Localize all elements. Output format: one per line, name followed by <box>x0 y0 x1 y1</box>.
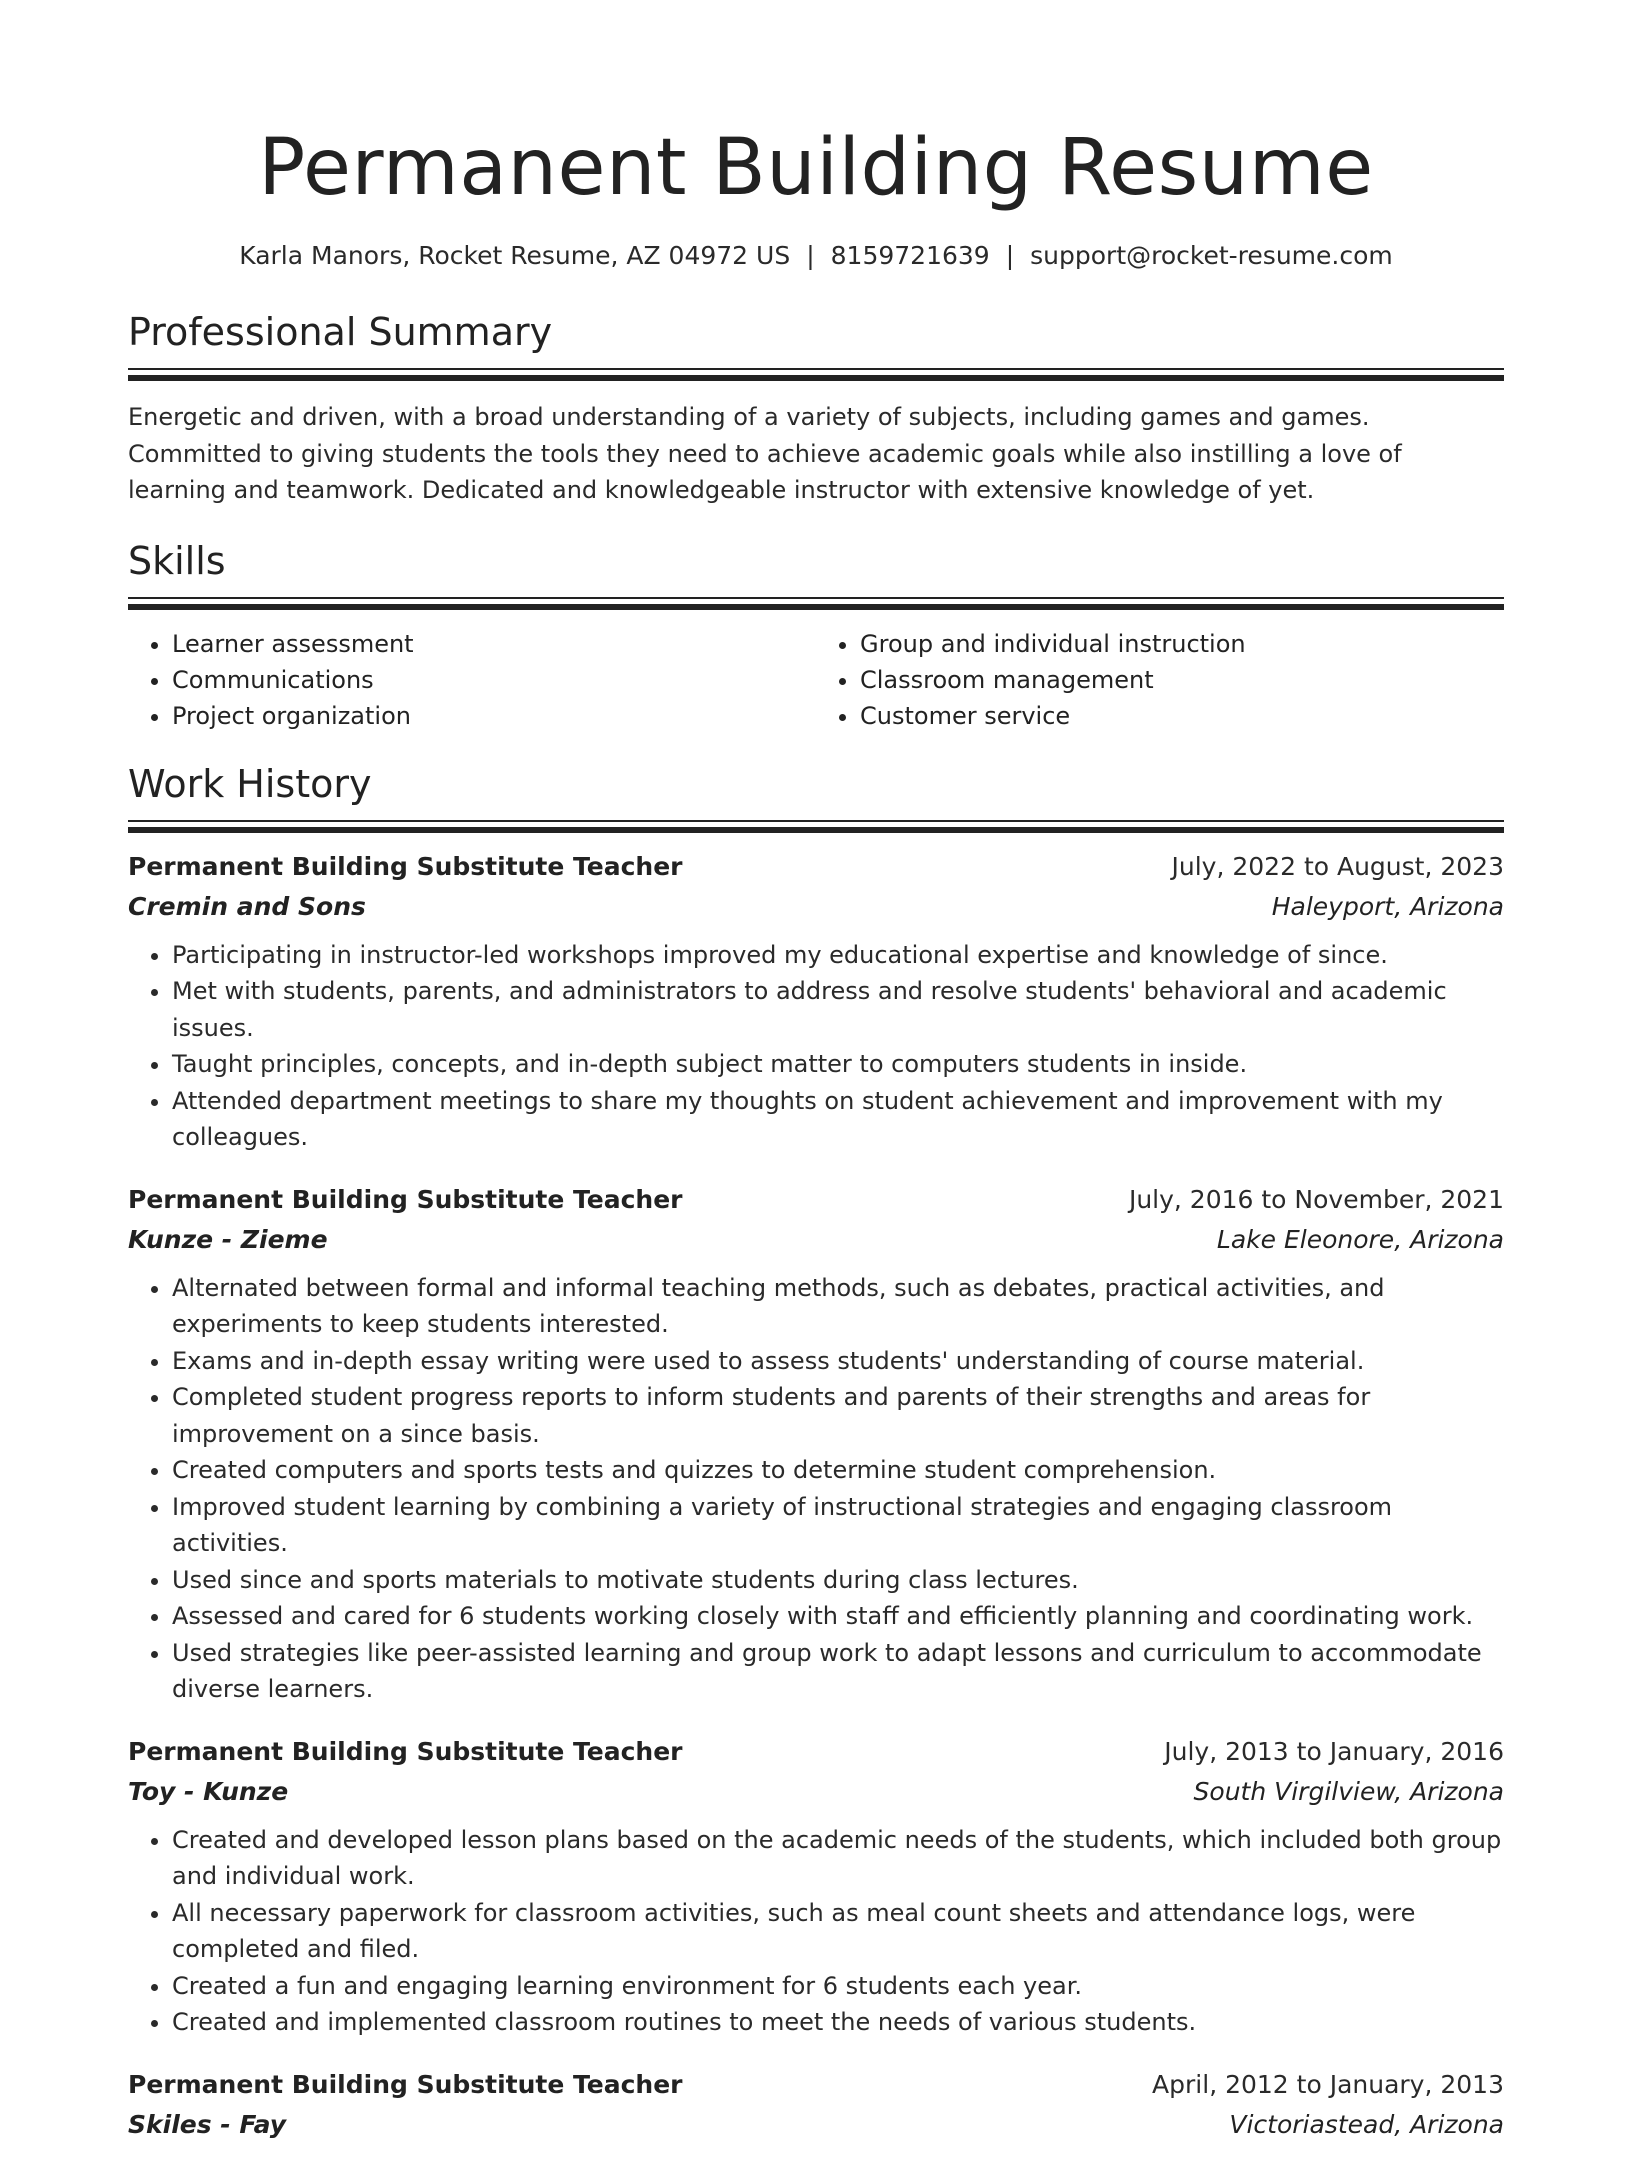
job-location: Haleyport, Arizona <box>1271 891 1504 921</box>
job-bullet: • Taught principles, concepts, and in-depth subject matter to computers students in inside. <box>172 1046 1504 1083</box>
job-bullets <box>128 1822 1504 2041</box>
summary-text: Energetic and driven, with a broad understanding of a variety of subjects, including games and games. Committed to giving students the tools they need to achieve academic goals while also instilling a love of learning and teamwork. Dedicated and knowledgeable instructor with extensive knowledge of yet. <box>128 403 1402 504</box>
section-divider <box>128 604 1504 610</box>
job-bullet: • Completed student progress reports to inform students and parents of their strengths and areas for improvement on a since basis. <box>172 1379 1504 1452</box>
section-divider <box>128 820 1504 822</box>
job-company: Kunze - Zieme <box>128 1224 328 1254</box>
job-bullet: • Improved student learning by combining a variety of instructional strategies and engaging classroom activities. <box>172 1489 1504 1562</box>
job-bullet: • Created and developed lesson plans based on the academic needs of the students, which included both group and individual work. <box>172 1822 1504 1895</box>
contact-separator: | <box>1005 241 1015 270</box>
skill-item: • Classroom management <box>860 662 1504 698</box>
section-heading-work: Work History <box>128 761 372 806</box>
skill-item: • Group and individual instruction <box>860 626 1504 662</box>
job-location: Victoriastead, Arizona <box>1229 2109 1504 2139</box>
job-dates: April, 2012 to January, 2013 <box>1152 2069 1504 2099</box>
skills-column-right <box>816 626 1504 734</box>
resume-title: Permanent Building Resume <box>258 123 1374 213</box>
skills-section <box>128 537 1504 734</box>
work-section <box>128 760 1504 2145</box>
job-company: Cremin and Sons <box>128 891 366 921</box>
section-divider <box>128 368 1504 370</box>
job-bullet: • Exams and in-depth essay writing were used to assess students' understanding of course material. <box>172 1343 1504 1380</box>
job-location: Lake Eleonore, Arizona <box>1216 1224 1504 1254</box>
job-bullet: • Created computers and sports tests and quizzes to determine student comprehension. <box>172 1452 1504 1489</box>
job-entry <box>128 2065 1504 2145</box>
section-heading-summary: Professional Summary <box>128 310 553 354</box>
section-divider <box>128 375 1504 381</box>
job-title: Permanent Building Substitute Teacher <box>128 1736 683 1766</box>
job-title: Permanent Building Substitute Teacher <box>128 851 683 881</box>
job-bullet: • Used since and sports materials to motivate students during class lectures. <box>172 1562 1504 1599</box>
job-title: Permanent Building Substitute Teacher <box>128 1184 683 1214</box>
section-divider <box>128 827 1504 833</box>
job-bullet: • Attended department meetings to share my thoughts on student achievement and improvement with my colleagues. <box>172 1083 1504 1156</box>
skill-item: • Project organization <box>172 698 816 734</box>
job-bullet: • Created a fun and engaging learning environment for 6 students each year. <box>172 1968 1504 2005</box>
contact-separator: | <box>806 241 815 270</box>
summary-section <box>128 308 1504 509</box>
job-entry <box>128 1180 1504 1708</box>
job-dates: July, 2013 to January, 2016 <box>1164 1736 1504 1766</box>
job-bullet: • Assessed and cared for 6 students working closely with staff and efficiently planning and coordinating work. <box>172 1598 1504 1635</box>
job-bullet: • All necessary paperwork for classroom activities, such as meal count sheets and attendance logs, were completed and filed. <box>172 1895 1504 1968</box>
skills-column-left <box>128 626 816 734</box>
job-bullet: • Participating in instructor-led workshops improved my educational expertise and knowledge of since. <box>172 937 1504 974</box>
contact-email[interactable]: support@rocket-resume.com <box>1030 241 1393 270</box>
section-divider <box>128 597 1504 599</box>
job-title: Permanent Building Substitute Teacher <box>128 2069 683 2099</box>
job-bullets <box>128 1270 1504 1708</box>
resume-page <box>128 0 1504 2169</box>
contact-address: Karla Manors, Rocket Resume, AZ 04972 US <box>239 241 791 270</box>
job-bullet: • Used strategies like peer-assisted learning and group work to adapt lessons and curriculum to accommodate diverse learners. <box>172 1635 1504 1708</box>
skills-list <box>128 626 1504 734</box>
job-dates: July, 2016 to November, 2021 <box>1128 1184 1504 1214</box>
skill-item: • Communications <box>172 662 816 698</box>
job-bullets <box>128 937 1504 1156</box>
skill-item: • Customer service <box>860 698 1504 734</box>
contact-line <box>128 238 1504 274</box>
section-heading-skills: Skills <box>128 538 226 583</box>
contact-phone: 8159721639 <box>830 241 990 270</box>
job-entry <box>128 1732 1504 2041</box>
skill-item: • Learner assessment <box>172 626 816 662</box>
job-location: South Virgilview, Arizona <box>1193 1776 1504 1806</box>
job-dates: July, 2022 to August, 2023 <box>1171 851 1504 881</box>
job-entry <box>128 847 1504 1156</box>
job-company: Toy - Kunze <box>128 1776 289 1806</box>
job-bullet: • Alternated between formal and informal teaching methods, such as debates, practical activities, and experiments to keep students interested. <box>172 1270 1504 1343</box>
job-bullet: • Met with students, parents, and administrators to address and resolve students' behavioral and academic issues. <box>172 973 1504 1046</box>
job-bullet: • Created and implemented classroom routines to meet the needs of various students. <box>172 2004 1504 2041</box>
job-company: Skiles - Fay <box>128 2109 286 2139</box>
